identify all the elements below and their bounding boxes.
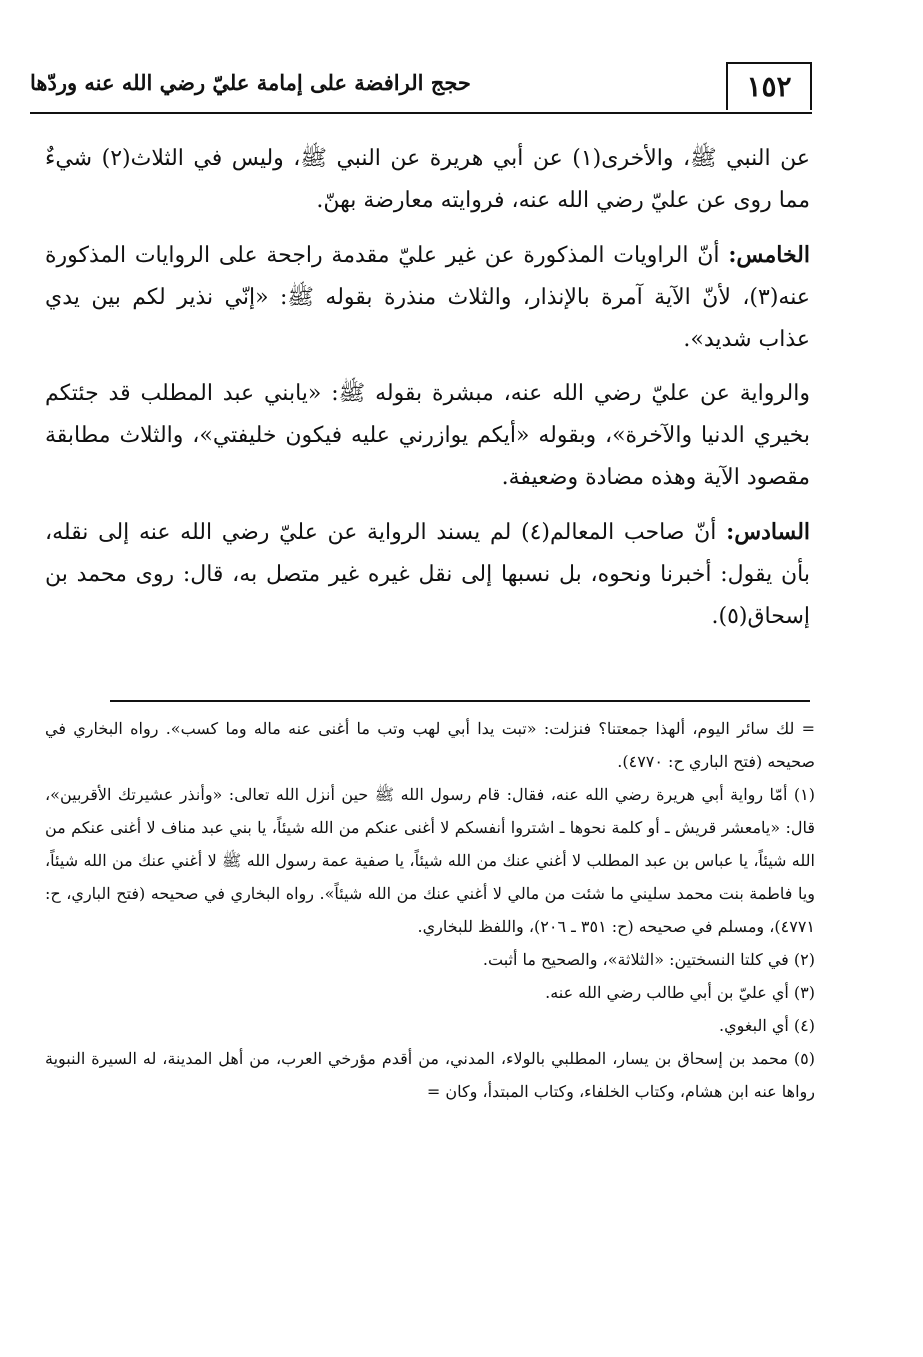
paragraph-2	[45, 234, 810, 361]
footnote-4: (٤) أي البغوي.	[719, 1016, 815, 1035]
page-header	[30, 62, 812, 114]
paragraph-3: والرواية عن عليّ رضي الله عنه، مبشرة بقوله ﷺ: «يابني عبد المطلب قد جئتكم بخيري الدنيا والآخرة»، وبقوله «أيكم يوازرني عليه فيكون خليفتي»، والثلاث مطابقة مقصود الآية وهذه مضادة وضعيفة.	[45, 381, 810, 490]
footnote-5: (٥) محمد بن إسحاق بن يسار، المطلبي بالولاء، المدني، من أقدم مؤرخي العرب، من أهل المدينة، له السيرة النبوية رواها عنه ابن هشام، وكتاب الخلفاء، وكتاب المبتدأ، وكان =	[45, 1049, 815, 1101]
footnote-separator	[110, 700, 810, 702]
footnotes	[45, 712, 815, 1108]
page-number: ١٥٢	[726, 62, 812, 110]
footnote-2: (٢) في كلتا النسختين: «الثلاثة»، والصحيح ما أثبت.	[482, 950, 815, 969]
paragraph-2-text: أنّ الراويات المذكورة عن غير عليّ مقدمة راجحة على الروايات المذكورة عنه(٣)، لأنّ الآية آمرة بالإنذار، والثلاث منذرة بقوله ﷺ: «إنّي نذير لكم بين يدي عذاب شديد».	[45, 243, 810, 352]
footnote-1: (١) أمّا رواية أبي هريرة رضي الله عنه، فقال: قام رسول الله ﷺ حين أنزل الله تعالى: «وأنذر عشيرتك الأقربين»، قال: «يامعشر قريش ـ أو كلمة نحوها ـ اشتروا أنفسكم لا أغنى عنكم من الله شيئاً، يا بني عبد مناف لا أغنى عنكم من الله شيئاً، يا عباس بن عبد المطلب لا أغني عنك من الله شيئاً، يا صفية عمة رسول الله ﷺ لا أغني عنك من الله شيئاً، ويا فاطمة بنت محمد سليني ما شئت من مالي لا أغني عنك من الله شيئاً». رواه البخاري في صحيحه (فتح الباري، ح: ٤٧٧١)، ومسلم في صحيحه (ح: ٣٥١ ـ ٢٠٦)، واللفظ للبخاري.	[45, 785, 816, 936]
footnote-3: (٣) أي عليّ بن أبي طالب رضي الله عنه.	[545, 983, 815, 1002]
paragraph-4-text: أنّ صاحب المعالم(٤) لم يسند الرواية عن عليّ رضي الله عنه إلى نقله، بأن يقول: أخبرنا ونحوه، بل نسبها إلى نقل غيره غير متصل به، قال: روى محمد بن إسحاق(٥).	[45, 520, 810, 629]
paragraph-4	[45, 511, 810, 638]
paragraph-1: عن النبي ﷺ، والأخرى(١) عن أبي هريرة عن النبي ﷺ، وليس في الثلاث(٢) شيءٌ مما روى عن عليّ رضي الله عنه، فروايته معارضة بهنّ.	[45, 146, 810, 213]
running-title: حجج الرافضة على إمامة عليّ رضي الله عنه وردّها	[30, 70, 471, 95]
footnote-continuation: = لك سائر اليوم، ألهذا جمعتنا؟ فنزلت: «تبت يدا أبي لهب وتب ما أغنى عنه ماله وما كسب». رواه البخاري في صحيحه (فتح الباري ح: ٤٧٧٠).	[45, 719, 815, 771]
paragraph-2-lead: الخامس:	[728, 242, 810, 268]
paragraph-4-lead: السادس:	[726, 519, 811, 545]
main-text	[45, 138, 810, 650]
